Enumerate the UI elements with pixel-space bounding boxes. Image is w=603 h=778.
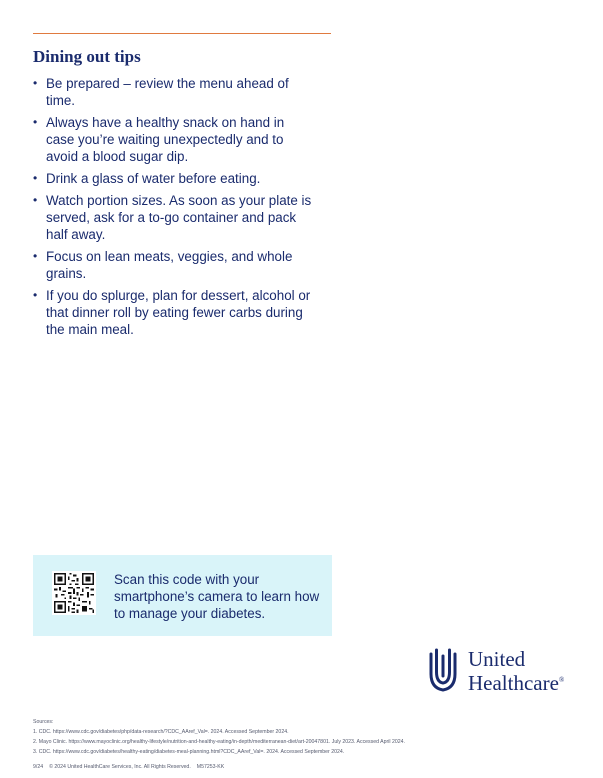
list-item xyxy=(33,170,313,187)
section-heading: Dining out tips xyxy=(33,47,141,66)
tips-list xyxy=(33,75,313,343)
bullet-icon: • xyxy=(33,115,38,129)
qr-callout xyxy=(33,555,332,636)
source-item: 3. CDC. https://www.cdc.gov/diabetes/healthy-eating/diabetes-meal-planning.html?CDC_AAref_Val=. 2024. Accessed September 2024. xyxy=(33,749,345,755)
tip-text: If you do splurge, plan for dessert, alcohol or that dinner roll by eating fewer carbs during the main meal. xyxy=(46,288,311,337)
footer-date: 9/24 xyxy=(33,764,44,770)
tip-text: Watch portion sizes. As soon as your plate is served, ask for a to-go container and pack half away. xyxy=(46,193,312,242)
tip-text: Be prepared – review the menu ahead of time. xyxy=(46,76,289,108)
footer xyxy=(33,764,573,770)
list-item xyxy=(33,75,313,109)
tip-text: Drink a glass of water before eating. xyxy=(46,171,261,186)
bullet-icon: • xyxy=(33,249,38,263)
bullet-icon: • xyxy=(33,76,38,90)
uhc-shield-icon xyxy=(428,648,458,692)
list-item xyxy=(33,114,313,165)
registered-mark: ® xyxy=(558,676,565,684)
top-divider xyxy=(33,33,331,34)
bullet-icon: • xyxy=(33,171,38,185)
unitedhealthcare-logo xyxy=(428,648,588,694)
bullet-icon: • xyxy=(33,288,38,302)
source-item: 2. Mayo Clinic. https://www.mayoclinic.org/healthy-lifestyle/nutrition-and-healthy-eating/in-depth/mediterranean-diet/art-20047801. July 2023. Accessed April 2024. xyxy=(33,739,405,745)
sources-block xyxy=(33,717,573,757)
sources-label: Sources: xyxy=(33,719,54,725)
list-item xyxy=(33,192,313,243)
tip-text: Focus on lean meats, veggies, and whole grains. xyxy=(46,249,293,281)
footer-copyright: © 2024 United HealthCare Services, Inc. All Rights Reserved. xyxy=(49,764,191,770)
logo-line-united: United xyxy=(468,647,526,671)
tip-text: Always have a healthy snack on hand in case you’re waiting unexpectedly and to avoid a blood sugar dip. xyxy=(46,115,285,164)
qr-code-icon[interactable] xyxy=(52,571,96,615)
qr-callout-text: Scan this code with your smartphone’s camera to learn how to manage your diabetes. xyxy=(114,572,320,621)
logo-healthcare-text: Healthcare xyxy=(468,671,559,695)
bullet-icon: • xyxy=(33,193,38,207)
list-item xyxy=(33,248,313,282)
source-item: 1. CDC. https://www.cdc.gov/diabetes/php/data-research/?CDC_AAref_Val=. 2024. Accessed September 2024. xyxy=(33,729,289,735)
logo-line-healthcare xyxy=(468,669,564,694)
list-item xyxy=(33,287,313,338)
footer-code: M57253-KK xyxy=(196,764,225,770)
